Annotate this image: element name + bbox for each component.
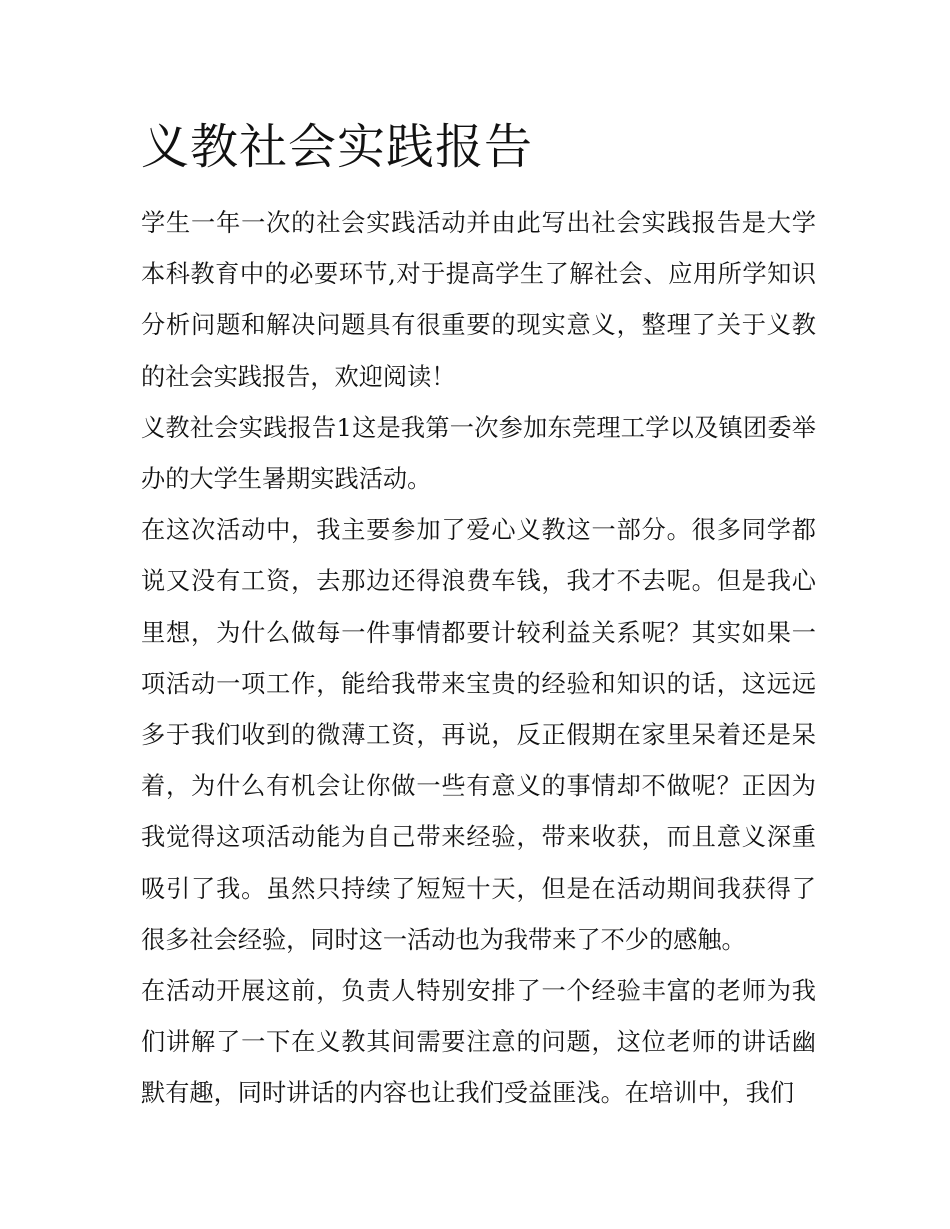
paragraph-report-1: 义教社会实践报告1这是我第一次参加东莞理工学以及镇团委举办的大学生暑期实践活动。	[141, 413, 816, 494]
document-body	[141, 113, 816, 1120]
paragraph-activity: 在这次活动中，我主要参加了爱心义教这一部分。很多同学都说又没有工资，去那边还得浪费车钱，我才不去呢。但是我心里想，为什么做每一件事情都要计较利益关系呢？其实如果一项活动一项工作，能给我带来宝贵的经验和知识的话，这远远多于我们收到的微薄工资，再说，反正假期在家里呆着还是呆着，为什么有机会让你做一些有意义的事情却不做呢？正因为我觉得这项活动能为自己带来经验，带来收获，而且意义深重吸引了我。虽然只持续了短短十天，但是在活动期间我获得了很多社会经验，同时这一活动也为我带来了不少的感触。	[141, 516, 816, 954]
paragraph-intro: 学生一年一次的社会实践活动并由此写出社会实践报告是大学本科教育中的必要环节,对于提高学生了解社会、应用所学知识分析问题和解决问题具有很重要的现实意义，整理了关于义教的社会实践报告，欢迎阅读！	[141, 209, 816, 391]
paragraph-list	[141, 198, 816, 1120]
paragraph-training: 在活动开展这前，负责人特别安排了一个经验丰富的老师为我们讲解了一下在义教其间需要注意的问题，这位老师的讲话幽默有趣，同时讲话的内容也让我们受益匪浅。在培训中，我们	[141, 977, 816, 1108]
document-title: 义教社会实践报告	[141, 119, 534, 175]
